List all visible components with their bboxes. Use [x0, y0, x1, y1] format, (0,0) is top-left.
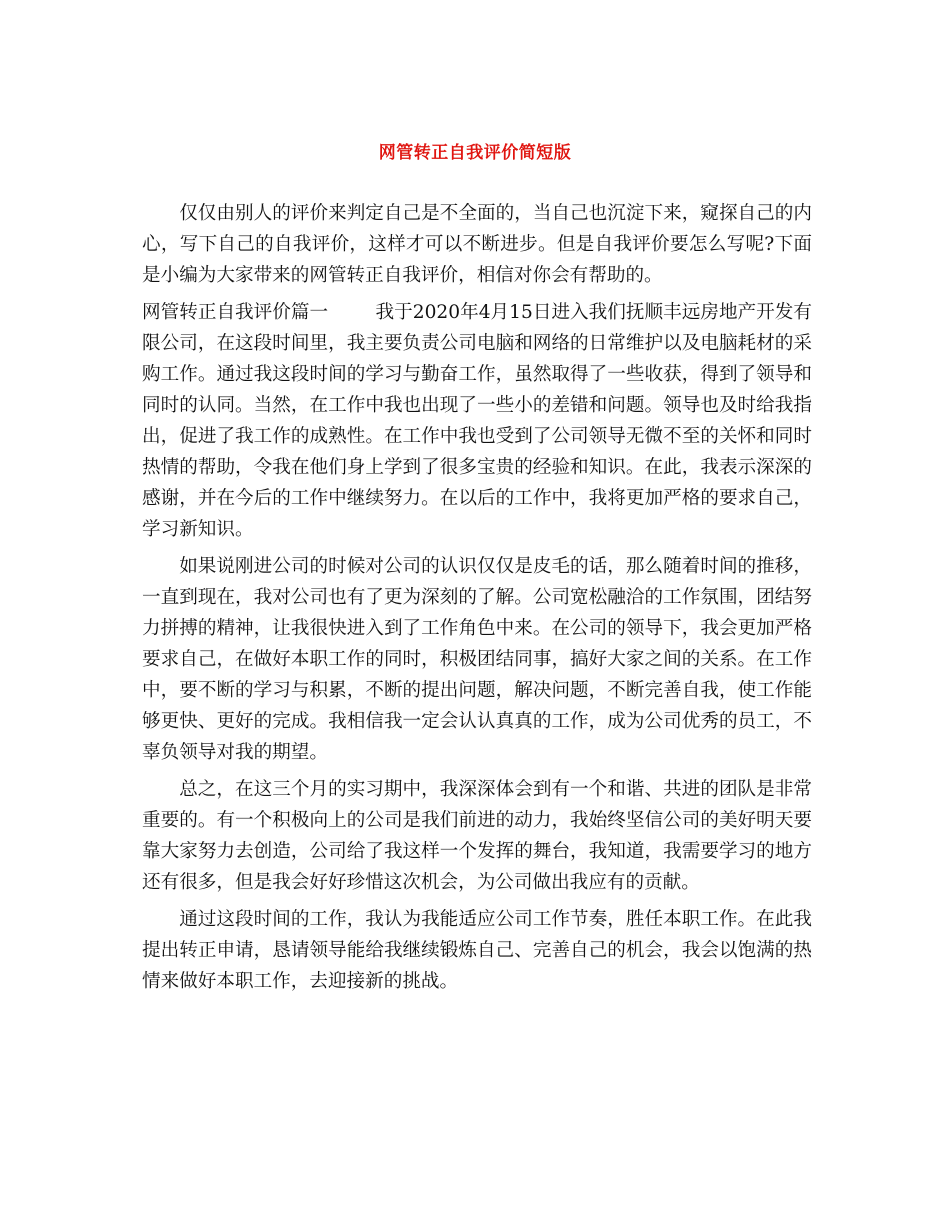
section-paragraph	[142, 297, 812, 545]
section-heading: 网管转正自我评价篇一	[142, 302, 329, 323]
section-text: 我于2020年4月15日进入我们抚顺丰远房地产开发有限公司，在这段时间里，我主要负责公司电脑和网络的日常维护以及电脑耗材的采购工作。通过我这段时间的学习与勤奋工作，虽然取得了一些收获，得到了领导和同时的认同。当然，在工作中我也出现了一些小的差错和问题。领导也及时给我指出，促进了我工作的成熟性。在工作中我也受到了公司领导无微不至的关怀和同时热情的帮助，令我在他们身上学到了很多宝贵的经验和知识。在此，我表示深深的感谢，并在今后的工作中继续努力。在以后的工作中，我将更加严格的要求自己，学习新知识。	[142, 302, 812, 540]
body-paragraph-3: 总之，在这三个月的实习期中，我深深体会到有一个和谐、共进的团队是非常重要的。有一个积极向上的公司是我们前进的动力，我始终坚信公司的美好明天要靠大家努力去创造，公司给了我这样一个发挥的舞台，我知道，我需要学习的地方还有很多，但是我会好好珍惜这次机会，为公司做出我应有的贡献。	[142, 779, 812, 893]
section-gap	[328, 302, 375, 323]
body-paragraph-2: 如果说刚进公司的时候对公司的认识仅仅是皮毛的话，那么随着时间的推移，一直到现在，我对公司也有了更为深刻的了解。公司宽松融洽的工作氛围，团结努力拼搏的精神，让我很快进入到了工作角色中来。在公司的领导下，我会更加严格要求自己，在做好本职工作的同时，积极团结同事，搞好大家之间的关系。在工作中，要不断的学习与积累，不断的提出问题，解决问题，不断完善自我，使工作能够更快、更好的完成。我相信我一定会认认真真的工作，成为公司优秀的员工，不辜负领导对我的期望。	[142, 556, 812, 763]
document-body	[142, 198, 812, 1003]
intro-paragraph: 仅仅由别人的评价来判定自己是不全面的，当自己也沉淀下来，窥探自己的内心，写下自己的自我评价，这样才可以不断进步。但是自我评价要怎么写呢?下面是小编为大家带来的网管转正自我评价，相信对你会有帮助的。	[142, 203, 812, 286]
document-title: 网管转正自我评价简短版	[378, 143, 572, 163]
body-paragraph-4: 通过这段时间的工作，我认为我能适应公司工作节奏，胜任本职工作。在此我提出转正申请，恳请领导能给我继续锻炼自己、完善自己的机会，我会以饱满的热情来做好本职工作，去迎接新的挑战。	[142, 909, 812, 992]
